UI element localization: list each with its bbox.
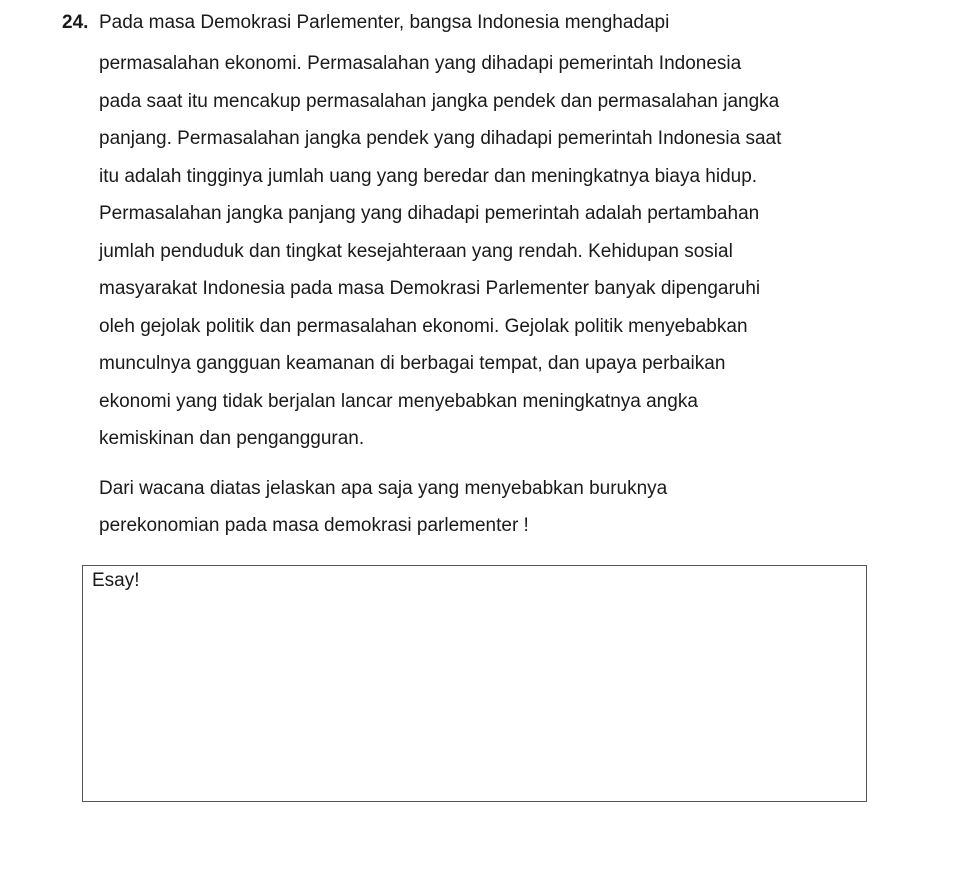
essay-answer-box[interactable] [82,565,867,802]
question-number: 24. [62,12,89,33]
passage-line: pada saat itu mencakup permasalahan jangka pendek dan permasalahan jangka [99,90,780,112]
passage-line: Permasalahan jangka panjang yang dihadapi pemerintah adalah pertambahan [99,203,760,224]
passage-line: ekonomi yang tidak berjalan lancar menyebabkan meningkatnya angka [99,390,698,412]
prompt-line: Dari wacana diatas jelaskan apa saja yang menyebabkan buruknya [99,478,668,499]
passage-line: kemiskinan dan pengangguran. [99,428,365,449]
question-passage [99,8,889,458]
essay-placeholder-label: Esay! [92,570,140,591]
passage-line: permasalahan ekonomi. Permasalahan yang dihadapi pemerintah Indonesia [99,53,742,74]
passage-line: itu adalah tingginya jumlah uang yang beredar dan meningkatnya biaya hidup. [99,165,758,187]
passage-line: Pada masa Demokrasi Parlementer, bangsa Indonesia menghadapi [99,12,670,33]
passage-line: jumlah penduduk dan tingkat kesejahteraan yang rendah. Kehidupan sosial [99,240,733,262]
passage-line: masyarakat Indonesia pada masa Demokrasi Parlementer banyak dipengaruhi [99,278,761,299]
prompt-line: perekonomian pada masa demokrasi parlementer ! [99,515,529,536]
passage-line: oleh gejolak politik dan permasalahan ekonomi. Gejolak politik menyebabkan [99,315,748,337]
passage-line: panjang. Permasalahan jangka pendek yang dihadapi pemerintah Indonesia saat [99,128,782,149]
passage-line: munculnya gangguan keamanan di berbagai tempat, dan upaya perbaikan [99,353,726,374]
question-prompt [99,470,667,544]
